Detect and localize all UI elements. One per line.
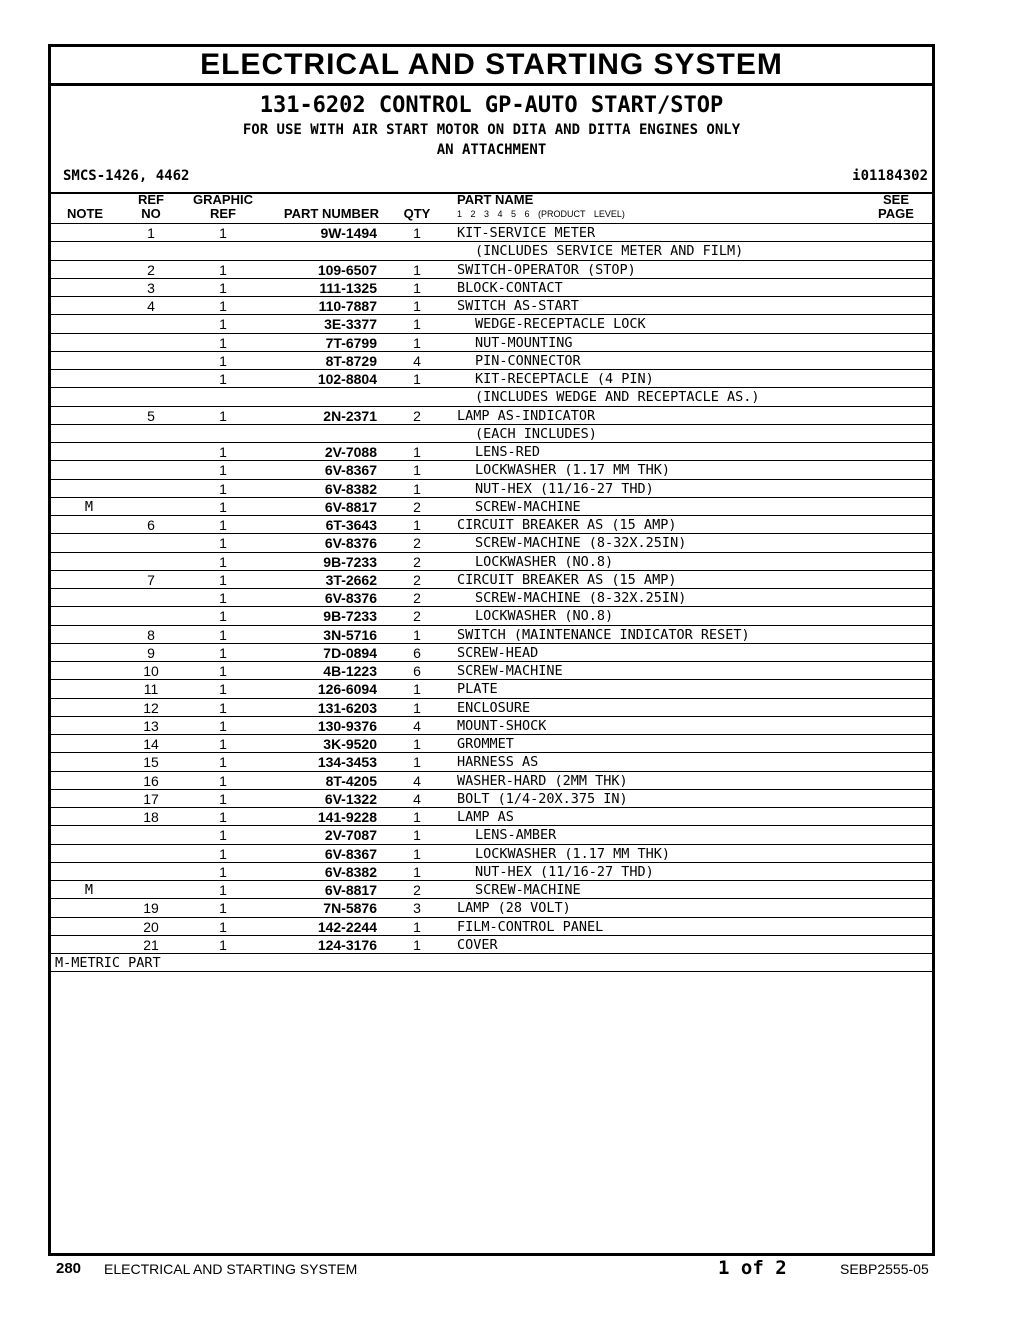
table-row <box>51 224 932 242</box>
table-row <box>51 936 932 954</box>
row-qty: 2 <box>413 498 421 515</box>
row-qty: 4 <box>413 790 421 807</box>
row-ref-no: 7 <box>147 571 155 588</box>
row-qty: 3 <box>413 900 421 917</box>
row-part-name: CIRCUIT BREAKER AS (15 AMP) <box>457 517 677 533</box>
row-ref-no: 3 <box>147 279 155 296</box>
row-qty: 1 <box>413 936 421 953</box>
row-graphic-ref: 1 <box>219 717 227 734</box>
table-row <box>51 388 932 406</box>
row-part-number: 3E-3377 <box>324 316 377 333</box>
row-qty: 1 <box>413 261 421 278</box>
row-qty: 1 <box>413 225 421 241</box>
row-part-number: 6V-8382 <box>324 863 377 880</box>
usage-note: FOR USE WITH AIR START MOTOR ON DITA AND DITTA ENGINES ONLY <box>242 122 741 138</box>
col-ref-no: REF NO <box>138 192 164 221</box>
row-part-name: (EACH INCLUDES) <box>475 425 597 442</box>
row-graphic-ref: 1 <box>219 882 227 898</box>
table-row <box>51 242 932 260</box>
table-row <box>51 662 932 680</box>
row-qty: 2 <box>413 571 421 588</box>
row-graphic-ref: 1 <box>219 279 227 296</box>
row-part-number: 130-9376 <box>317 717 377 734</box>
row-qty: 1 <box>413 334 421 351</box>
row-part-name: LAMP AS <box>457 809 514 825</box>
row-part-name: FILM-CONTROL PANEL <box>457 918 604 935</box>
row-part-number: 3K-9520 <box>323 736 377 752</box>
table-row <box>51 571 932 589</box>
table-row <box>51 790 932 808</box>
row-graphic-ref: 1 <box>219 225 227 241</box>
row-part-name: PLATE <box>457 681 498 698</box>
row-part-name: PIN-CONNECTOR <box>475 352 581 369</box>
row-part-number: 6V-8817 <box>324 882 377 898</box>
row-qty: 1 <box>413 480 421 497</box>
table-row <box>51 680 932 698</box>
row-ref-no: 9 <box>147 644 155 661</box>
col-part-number: PART NUMBER <box>283 206 379 221</box>
row-qty: 4 <box>413 717 421 734</box>
row-part-name: LENS-RED <box>475 444 541 460</box>
row-part-name: SWITCH AS-START <box>457 298 579 314</box>
row-ref-no: 20 <box>143 918 159 935</box>
row-part-number: 6V-8382 <box>324 480 377 497</box>
table-row <box>51 772 932 790</box>
row-ref-no: 19 <box>143 900 159 917</box>
col-qty: QTY <box>403 206 431 221</box>
row-note: M <box>84 498 94 515</box>
row-ref-no: 6 <box>147 517 155 533</box>
row-qty: 1 <box>413 279 421 296</box>
table-row <box>51 753 932 771</box>
table-row <box>51 881 932 899</box>
row-part-name: BOLT (1/4-20X.375 IN) <box>457 790 628 807</box>
col-see-page: SEE PAGE <box>878 192 914 221</box>
table-row <box>51 315 932 333</box>
row-graphic-ref: 1 <box>219 681 227 698</box>
row-qty: 1 <box>413 699 421 716</box>
row-qty: 1 <box>413 681 421 698</box>
row-part-number: 6V-8376 <box>324 535 377 552</box>
row-part-number: 7D-0894 <box>323 644 377 661</box>
row-qty: 2 <box>413 553 421 570</box>
row-part-name: ENCLOSURE <box>457 699 531 716</box>
row-graphic-ref: 1 <box>219 298 227 314</box>
row-graphic-ref: 1 <box>219 480 227 497</box>
table-row <box>51 918 932 936</box>
row-part-name: WASHER-HARD (2MM THK) <box>457 772 628 789</box>
row-ref-no: 17 <box>143 790 159 807</box>
row-graphic-ref: 1 <box>219 900 227 917</box>
table-row <box>51 261 932 279</box>
row-qty: 6 <box>413 644 421 661</box>
row-part-name: LOCKWASHER (NO.8) <box>475 553 614 570</box>
table-row <box>51 534 932 552</box>
row-ref-no: 12 <box>143 699 159 716</box>
row-qty: 1 <box>413 809 421 825</box>
row-part-number: 2V-7088 <box>324 444 377 460</box>
row-part-number: 6V-8367 <box>324 462 377 479</box>
footer-section: ELECTRICAL AND STARTING SYSTEM <box>104 1261 358 1277</box>
page-title: ELECTRICAL AND STARTING SYSTEM <box>51 47 932 86</box>
row-part-name: KIT-SERVICE METER <box>457 225 596 241</box>
table-row <box>51 607 932 625</box>
table-row <box>51 735 932 753</box>
row-graphic-ref: 1 <box>219 498 227 515</box>
row-part-name: WEDGE-RECEPTACLE LOCK <box>475 316 646 333</box>
row-graphic-ref: 1 <box>219 352 227 369</box>
row-part-name: KIT-RECEPTACLE (4 PIN) <box>475 371 654 387</box>
row-graphic-ref: 1 <box>219 553 227 570</box>
row-part-name: SCREW-HEAD <box>457 644 539 661</box>
table-row <box>51 480 932 498</box>
table-row <box>51 352 932 370</box>
row-part-number: 7N-5876 <box>323 900 377 917</box>
row-qty: 2 <box>413 608 421 625</box>
row-part-name: SCREW-MACHINE <box>457 663 563 679</box>
row-part-name: LOCKWASHER (1.17 MM THK) <box>475 845 671 862</box>
parts-list-frame <box>48 44 935 1256</box>
row-qty: 4 <box>413 352 421 369</box>
row-part-name: GROMMET <box>457 736 514 752</box>
row-part-number: 2N-2371 <box>323 407 377 424</box>
row-ref-no: 10 <box>143 663 159 679</box>
table-row <box>51 644 932 662</box>
row-part-name: SCREW-MACHINE (8-32X.25IN) <box>475 590 687 606</box>
table-row <box>51 899 932 917</box>
row-qty: 1 <box>413 371 421 387</box>
row-part-name: NUT-HEX (11/16-27 THD) <box>475 863 654 880</box>
row-part-number: 102-8804 <box>317 371 377 387</box>
sheet-indicator: 1 of 2 <box>718 1257 787 1279</box>
row-ref-no: 21 <box>143 936 159 953</box>
row-qty: 1 <box>413 626 421 643</box>
row-qty: 1 <box>413 517 421 533</box>
row-qty: 1 <box>413 462 421 479</box>
row-graphic-ref: 1 <box>219 827 227 844</box>
row-qty: 1 <box>413 754 421 771</box>
row-qty: 2 <box>413 407 421 424</box>
row-part-number: 7T-6799 <box>325 334 377 351</box>
smcs-code: SMCS-1426, 4462 <box>63 168 190 184</box>
row-ref-no: 15 <box>143 754 159 771</box>
row-part-name: HARNESS AS <box>457 754 539 771</box>
table-row <box>51 370 932 388</box>
row-part-number: 124-3176 <box>317 936 377 953</box>
row-graphic-ref: 1 <box>219 918 227 935</box>
table-row <box>51 498 932 516</box>
row-part-name: NUT-MOUNTING <box>475 334 573 351</box>
row-note: M <box>84 882 94 898</box>
row-part-name: LOCKWASHER (1.17 MM THK) <box>475 462 671 479</box>
row-ref-no: 5 <box>147 407 155 424</box>
row-qty: 1 <box>413 863 421 880</box>
row-graphic-ref: 1 <box>219 699 227 716</box>
row-graphic-ref: 1 <box>219 644 227 661</box>
product-levels: 1 2 3 4 5 6 (PRODUCT LEVEL) <box>457 209 625 219</box>
table-row <box>51 516 932 534</box>
row-qty: 1 <box>413 736 421 752</box>
row-qty: 1 <box>413 845 421 862</box>
row-ref-no: 1 <box>147 225 155 241</box>
table-row <box>51 626 932 644</box>
row-part-number: 141-9228 <box>317 809 377 825</box>
row-ref-no: 13 <box>143 717 159 734</box>
metric-note: M-METRIC PART <box>55 955 161 971</box>
table-row <box>51 845 932 863</box>
row-part-number: 6V-8817 <box>324 498 377 515</box>
row-ref-no: 16 <box>143 772 159 789</box>
table-row <box>51 589 932 607</box>
table-row <box>51 826 932 844</box>
table-row <box>51 717 932 735</box>
row-graphic-ref: 1 <box>219 316 227 333</box>
row-graphic-ref: 1 <box>219 936 227 953</box>
row-part-number: 6V-1322 <box>324 790 377 807</box>
col-note: NOTE <box>66 206 104 221</box>
row-graphic-ref: 1 <box>219 444 227 460</box>
metric-note-row <box>51 954 932 972</box>
table-row <box>51 334 932 352</box>
table-row <box>51 425 932 443</box>
row-graphic-ref: 1 <box>219 517 227 533</box>
row-part-number: 9B-7233 <box>323 553 377 570</box>
row-part-name: SCREW-MACHINE <box>475 882 581 898</box>
row-ref-no: 14 <box>143 736 159 752</box>
row-graphic-ref: 1 <box>219 535 227 552</box>
row-part-name: (INCLUDES WEDGE AND RECEPTACLE AS.) <box>475 389 760 406</box>
row-part-number: 2V-7087 <box>324 827 377 844</box>
row-graphic-ref: 1 <box>219 571 227 588</box>
parts-table <box>51 224 932 972</box>
row-graphic-ref: 1 <box>219 590 227 606</box>
row-qty: 2 <box>413 535 421 552</box>
row-part-name: (INCLUDES SERVICE METER AND FILM) <box>475 243 744 260</box>
row-part-name: SWITCH (MAINTENANCE INDICATOR RESET) <box>457 626 750 643</box>
row-qty: 2 <box>413 590 421 606</box>
row-part-name: SWITCH-OPERATOR (STOP) <box>457 261 636 278</box>
row-part-name: LENS-AMBER <box>475 827 557 844</box>
table-row <box>51 279 932 297</box>
row-graphic-ref: 1 <box>219 790 227 807</box>
row-graphic-ref: 1 <box>219 608 227 625</box>
row-graphic-ref: 1 <box>219 663 227 679</box>
row-part-name: NUT-HEX (11/16-27 THD) <box>475 480 654 497</box>
row-part-number: 9W-1494 <box>320 225 377 241</box>
illustration-id: i01184302 <box>852 168 928 184</box>
row-graphic-ref: 1 <box>219 626 227 643</box>
table-row <box>51 407 932 425</box>
row-part-number: 142-2244 <box>317 918 377 935</box>
row-qty: 1 <box>413 827 421 844</box>
row-part-number: 9B-7233 <box>323 608 377 625</box>
row-ref-no: 2 <box>147 261 155 278</box>
row-graphic-ref: 1 <box>219 736 227 752</box>
row-ref-no: 18 <box>143 809 159 825</box>
row-graphic-ref: 1 <box>219 863 227 880</box>
row-part-number: 110-7887 <box>318 298 377 314</box>
row-qty: 6 <box>413 663 421 679</box>
row-part-number: 6V-8367 <box>324 845 377 862</box>
row-part-name: LAMP (28 VOLT) <box>457 900 571 917</box>
row-part-number: 126-6094 <box>317 681 377 698</box>
row-qty: 2 <box>413 882 421 898</box>
row-qty: 1 <box>413 298 421 314</box>
row-part-number: 109-6507 <box>317 261 377 278</box>
row-qty: 4 <box>413 772 421 789</box>
page-number: 280 <box>56 1260 82 1277</box>
row-part-name: BLOCK-CONTACT <box>457 279 563 296</box>
row-graphic-ref: 1 <box>219 261 227 278</box>
row-graphic-ref: 1 <box>219 371 227 387</box>
row-graphic-ref: 1 <box>219 462 227 479</box>
row-ref-no: 11 <box>143 681 159 698</box>
row-part-name: SCREW-MACHINE <box>475 498 581 515</box>
row-part-number: 3N-5716 <box>323 626 377 643</box>
col-part-name: PART NAME 1 2 3 4 5 6 (PRODUCT LEVEL) <box>457 193 717 223</box>
row-part-name: COVER <box>457 936 498 953</box>
row-graphic-ref: 1 <box>219 845 227 862</box>
row-part-number: 6T-3643 <box>325 517 377 533</box>
table-row <box>51 443 932 461</box>
row-qty: 1 <box>413 444 421 460</box>
row-part-number: 8T-4205 <box>325 772 377 789</box>
document-id: SEBP2555-05 <box>840 1261 929 1277</box>
table-row <box>51 297 932 315</box>
row-graphic-ref: 1 <box>219 754 227 771</box>
table-row <box>51 808 932 826</box>
col-graphic-ref: GRAPHIC REF <box>193 192 253 221</box>
row-part-name: SCREW-MACHINE (8-32X.25IN) <box>475 535 687 552</box>
attachment-note: AN ATTACHMENT <box>436 142 547 158</box>
row-part-number: 4B-1223 <box>323 663 377 679</box>
row-part-number: 111-1325 <box>319 279 377 296</box>
group-title: 131-6202 CONTROL GP-AUTO START/STOP <box>259 93 724 118</box>
table-row <box>51 863 932 881</box>
row-qty: 1 <box>413 918 421 935</box>
row-graphic-ref: 1 <box>219 772 227 789</box>
row-part-name: MOUNT-SHOCK <box>457 717 547 734</box>
row-graphic-ref: 1 <box>219 809 227 825</box>
row-part-number: 8T-8729 <box>325 352 377 369</box>
row-part-number: 131-6203 <box>317 699 377 716</box>
row-part-name: CIRCUIT BREAKER AS (15 AMP) <box>457 571 677 588</box>
row-part-name: LOCKWASHER (NO.8) <box>475 608 614 625</box>
table-row <box>51 699 932 717</box>
row-part-number: 134-3453 <box>317 754 377 771</box>
row-part-name: LAMP AS-INDICATOR <box>457 407 596 424</box>
row-ref-no: 4 <box>147 298 155 314</box>
table-row <box>51 553 932 571</box>
table-row <box>51 461 932 479</box>
row-ref-no: 8 <box>147 626 155 643</box>
row-part-number: 3T-2662 <box>325 571 377 588</box>
row-graphic-ref: 1 <box>219 407 227 424</box>
row-qty: 1 <box>413 316 421 333</box>
row-graphic-ref: 1 <box>219 334 227 351</box>
row-part-number: 6V-8376 <box>324 590 377 606</box>
